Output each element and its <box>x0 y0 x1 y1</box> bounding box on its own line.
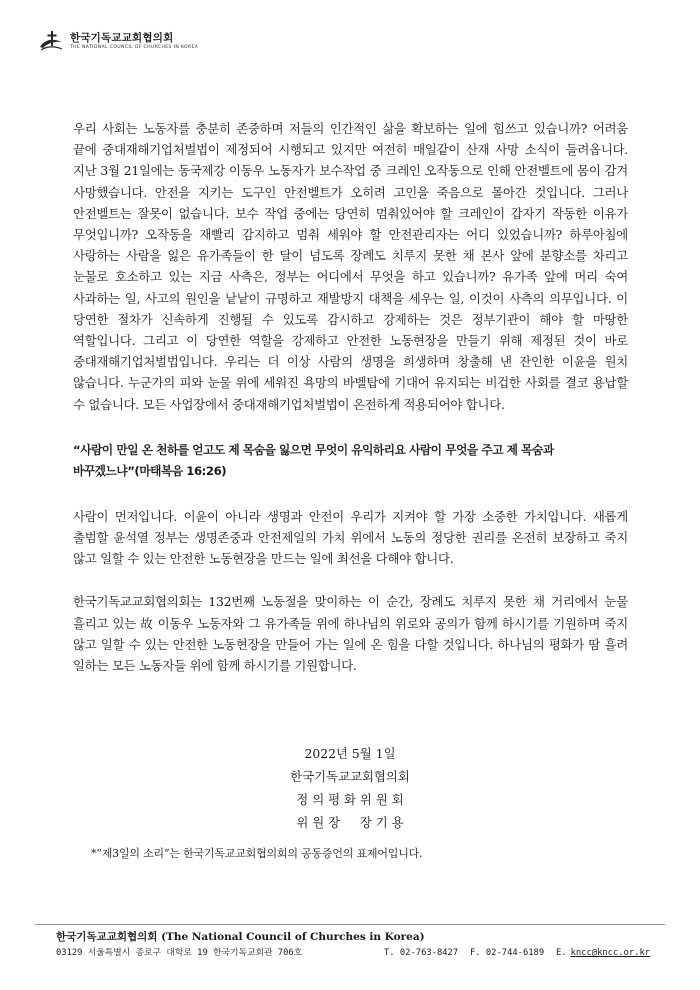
footer-contact-line <box>56 945 656 961</box>
signing-committee: 정 의 평 화 위 원 회 <box>296 792 404 807</box>
org-name-korean: 한국기독교교회협의회 <box>70 31 174 44</box>
footer-email-link[interactable]: kncc@kncc.or.kr <box>570 948 651 958</box>
footer-fax: F. 02-744-6189 <box>470 948 545 958</box>
statement-body <box>73 118 628 676</box>
footer-email-label: E. <box>556 948 567 958</box>
footer-org-title: 한국기독교교회협의회 (The National Council of Churches in Korea) <box>56 931 425 943</box>
footer-telephone: T. 02-763-8427 <box>384 948 459 958</box>
paragraph-2: 사람이 먼저입니다. 이윤이 아니라 생명과 안전이 우리가 지켜야 할 가장 소중한 가치입니다. 새롭게 출범할 윤석열 정부는 생명존중과 안전제일의 가치 위에서 노동의 정당한 권리를 온전히 보장하고 죽지 않고 일할 수 있는 안전한 노동현장을 만드는 일에 최선을 다해야 합니다. <box>73 508 628 567</box>
signing-organization: 한국기독교교회협의회 <box>290 769 410 784</box>
committee-chair: 위 원 장 장 기 용 <box>296 815 404 830</box>
statement-date: 2022년 5월 1일 <box>304 746 396 761</box>
footer-address: 03129 서울특별시 종로구 대학로 19 한국기독교회관 706호 <box>56 948 303 958</box>
cross-dove-logo-icon <box>38 30 64 52</box>
signature-block <box>0 742 700 834</box>
footer <box>56 930 656 961</box>
footnote: *“제3일의 소리”는 한국기독교교회협의회의 공동증언의 표제어입니다. <box>91 847 423 860</box>
letterhead <box>38 30 198 52</box>
scripture-quote: “사람이 만일 온 천하를 얻고도 제 목숨을 잃으면 무엇이 유익하리요 사람이 무엇을 주고 제 목숨과 바꾸겠느냐”(마태복음 16:26) <box>73 442 554 479</box>
paragraph-1: 우리 사회는 노동자를 충분히 존중하며 저들의 인간적인 삶을 확보하는 일에 힘쓰고 있습니까? 어려움 끝에 중대재해기업처벌법이 제정되어 시행되고 있지만 여전히 매일같이 산재 사망 소식이 들려옵니다. 지난 3월 21일에는 동국제강 이동우 노동자가 보수작업 중 크레인 오작동으로 인해 안전벨트에 몸이 감겨 사망했습니다. 안전을 지키는 도구인 안전벨트가 오히려 고인을 죽음으로 몰아간 것입니다. 그러나 안전벨트는 잘못이 없습니다. 보수 작업 중에는 당연히 멈춰있어야 할 크레인이 갑자기 작동한 이유가 무엇입니까? 오작동을 재빨리 감지하고 멈춰 세워야 할 안전관리자는 어디 있었습니까? 하루아침에 사랑하는 사람을 잃은 유가족들이 한 달이 넘도록 장례도 치루지 못한 채 본사 앞에 분향소를 차리고 눈물로 호소하고 있는 지금 사측은, 정부는 어디에서 무엇을 하고 있습니까? 유가족 앞에 머리 숙여 사과하는 일, 사고의 원인을 낱낱이 규명하고 재발방지 대책을 세우는 일, 이것이 사측의 의무입니다. 이 당연한 절차가 신속하게 진행될 수 있도록 감시하고 강제하는 것은 정부기관이 해야 할 마땅한 역할입니다. 그리고 이 당연한 역할을 강제하고 안전한 노동현장을 만들기 위해 제정된 것이 바로 중대재해기업처벌법입니다. 우리는 더 이상 사람의 생명을 희생하며 창출해 낸 잔인한 이윤을 원치 않습니다. 누군가의 피와 눈물 위에 세워진 욕망의 바벨탑에 기대어 유지되는 비겁한 사회를 결코 용납할 수 없습니다. 모든 사업장에서 중대재해기업처벌법이 온전하게 적용되어야 합니다. <box>73 121 628 412</box>
org-name-english: THE NATIONAL COUNCIL OF CHURCHES IN KOREA <box>70 44 199 50</box>
footer-divider <box>35 924 665 925</box>
paragraph-3: 한국기독교교회협의회는 132번째 노동절을 맞이하는 이 순간, 장례도 치루지 못한 채 거리에서 눈물 흘리고 있는 故 이동우 노동자와 그 유가족들 위에 하나님의 위로와 공의가 함께 하시기를 기원하며 죽지 않고 일할 수 있는 안전한 노동현장을 만들어 가는 일에 온 힘을 다할 것입니다. 하나님의 평화가 땀 흘려 일하는 모든 노동자들 위에 함께 하시기를 기원합니다. <box>73 594 628 674</box>
